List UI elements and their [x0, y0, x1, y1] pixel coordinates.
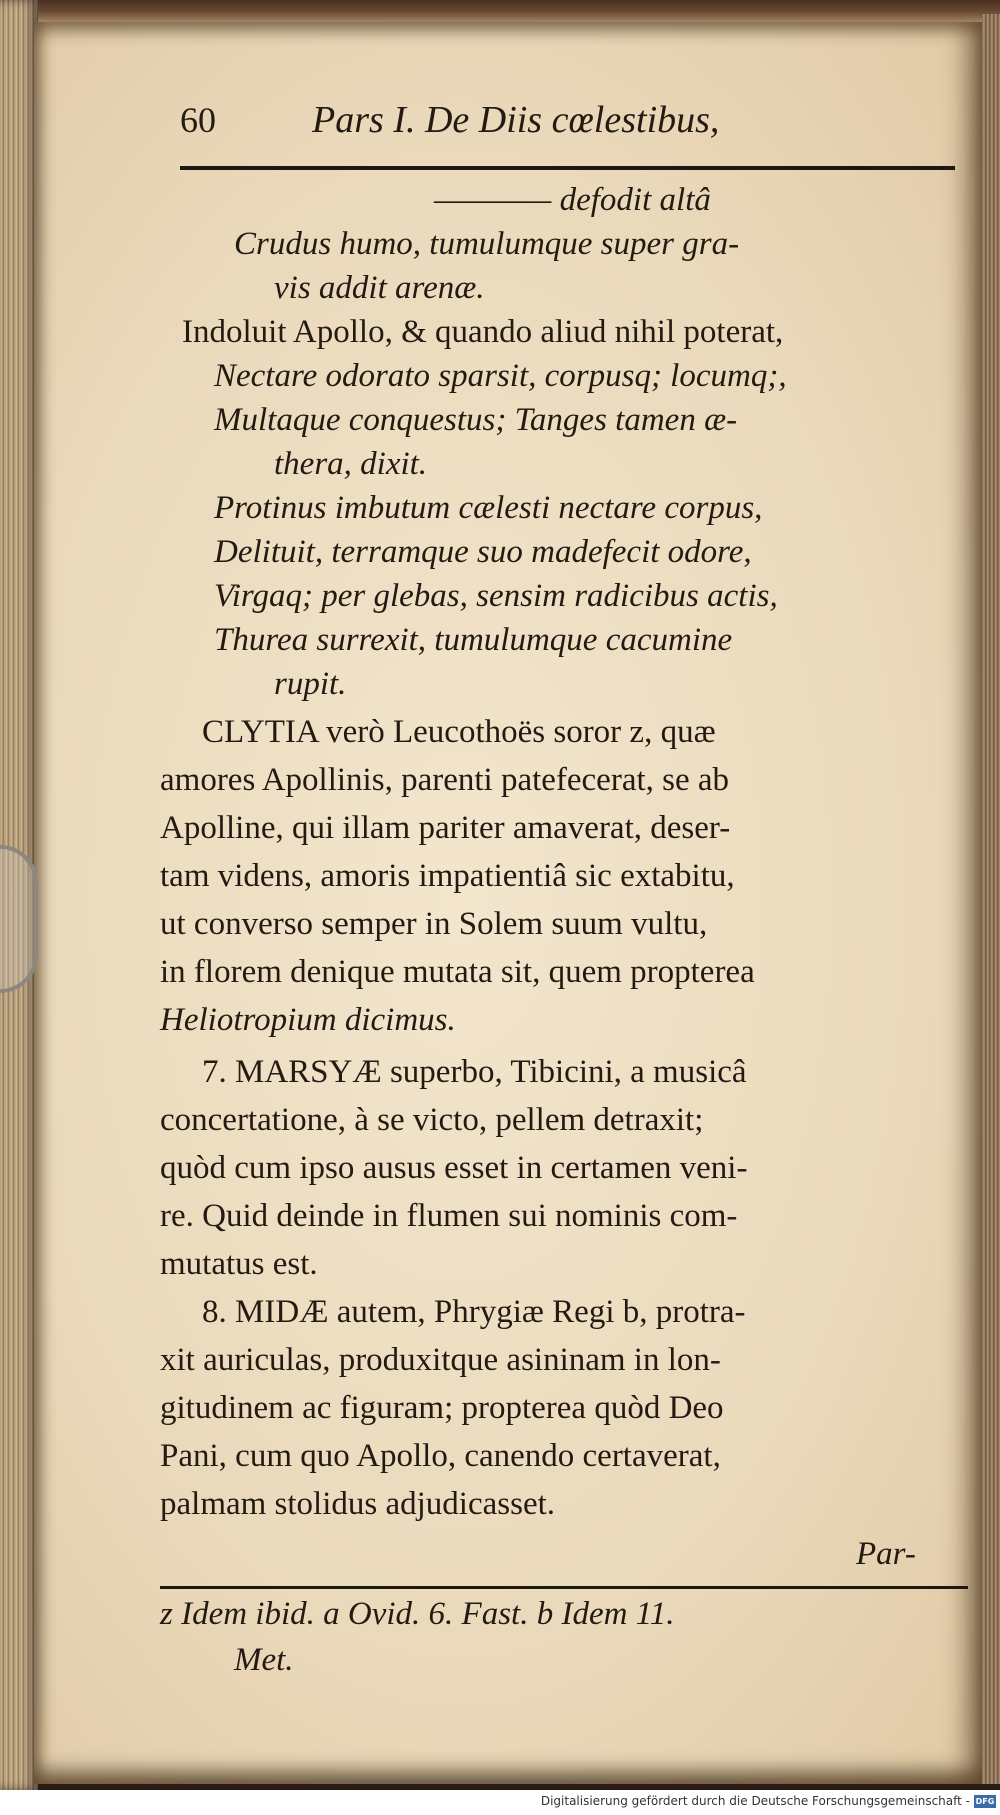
running-title: Pars I. De Diis cœlestibus,	[312, 99, 720, 141]
verse-line-5: Nectare odorato sparsit, corpusq; locumq;,	[214, 358, 787, 394]
header-rule	[180, 166, 955, 170]
verse-line-11: Thurea surrexit, tumulumque cacumine	[214, 622, 733, 658]
verse-line-6: Multaque conquestus; Tanges tamen æ-	[214, 402, 738, 438]
text-line-13: CLYTIA verò Leucothoës soror z, quæ	[202, 714, 716, 750]
text-line-25: 8. MIDÆ autem, Phrygiæ Regi b, protra-	[202, 1294, 746, 1330]
text-line-17: ut converso semper in Solem suum vultu,	[160, 906, 708, 942]
text-line-15: Apolline, qui illam pariter amaverat, deser-	[160, 810, 731, 846]
text-line-21: concertatione, à se victo, pellem detraxit;	[160, 1102, 704, 1138]
text-line-20: 7. MARSYÆ superbo, Tibicini, a musicâ	[202, 1054, 747, 1090]
text-line-19: Heliotropium dicimus.	[160, 1002, 456, 1038]
page-clip	[0, 845, 38, 993]
text-line-22: quòd cum ipso ausus esset in certamen veni-	[160, 1150, 748, 1186]
text-line-27: gitudinem ac figuram; propterea quòd Deo	[160, 1390, 724, 1426]
text-line-23: re. Quid deinde in flumen sui nominis com-	[160, 1198, 738, 1234]
verse-line-2: Crudus humo, tumulumque super gra-	[234, 226, 740, 262]
verse-line-10: Virgaq; per glebas, sensim radicibus actis,	[214, 578, 778, 614]
footnote-line-2: Met.	[234, 1642, 294, 1678]
verse-line-8: Protinus imbutum cælesti nectare corpus,	[214, 490, 763, 526]
verse-line-1: ———— defodit altâ	[434, 182, 711, 218]
text-line-14: amores Apollinis, parenti patefecerat, se ab	[160, 762, 730, 798]
footnote-line-1: z Idem ibid. a Ovid. 6. Fast. b Idem 11.	[160, 1596, 675, 1632]
verse-line-3: vis addit arenæ.	[274, 270, 485, 306]
verse-line-9: Delituit, terramque suo madefecit odore,	[214, 534, 752, 570]
book-top-edge	[30, 0, 1000, 22]
text-line-18: in florem denique mutata sit, quem propterea	[160, 954, 755, 990]
digitization-footer	[0, 1790, 1000, 1815]
text-line-28: Pani, cum quo Apollo, canendo certaverat,	[160, 1438, 721, 1474]
footer-credit: Digitalisierung gefördert durch die Deutsche Forschungsgemeinschaft -	[540, 1794, 970, 1808]
verse-line-12: rupit.	[274, 666, 347, 702]
footnote-rule	[160, 1586, 968, 1589]
text-line-24: mutatus est.	[160, 1246, 318, 1282]
text-line-4: Indoluit Apollo, & quando aliud nihil poterat,	[182, 314, 784, 350]
text-line-29: palmam stolidus adjudicasset.	[160, 1486, 556, 1522]
book-right-edge	[982, 14, 1000, 1784]
text-line-16: tam videns, amoris impatientiâ sic extabitu,	[160, 858, 735, 894]
page-number: 60	[180, 100, 216, 140]
verse-line-7: thera, dixit.	[274, 446, 428, 482]
dfg-logo-icon: DFG	[975, 1797, 995, 1806]
book-page	[34, 22, 982, 1784]
text-line-26: xit auriculas, produxitque asininam in lon-	[160, 1342, 721, 1378]
catchword: Par-	[856, 1536, 916, 1572]
